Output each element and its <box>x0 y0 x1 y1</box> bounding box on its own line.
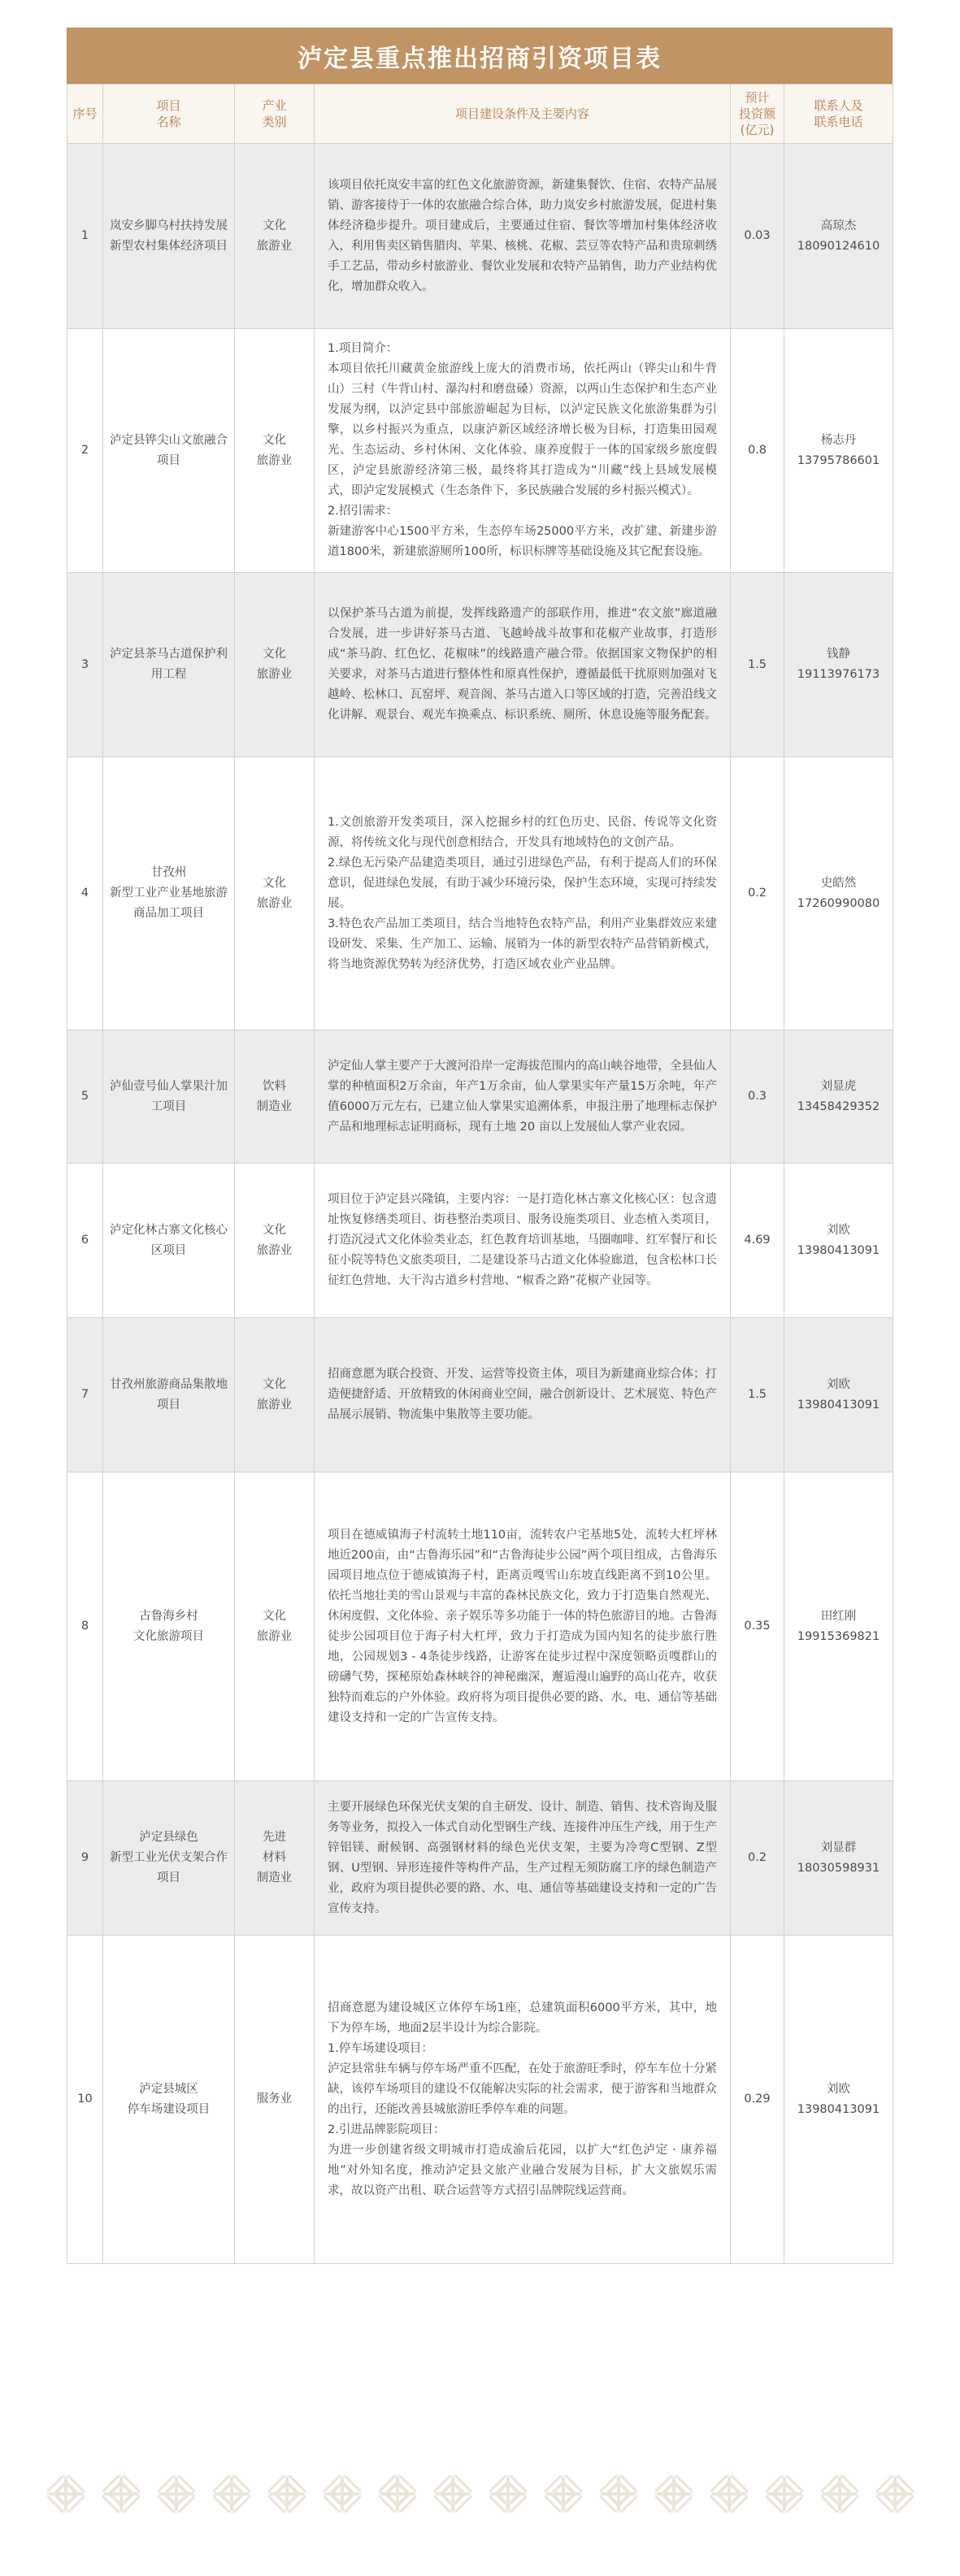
content-paragraph: 2.引进品牌影院项目： <box>328 2123 445 2136</box>
chinese-knot-icon <box>324 2475 361 2513</box>
content-paragraph: 泸定仙人掌主要产于大渡河沿岸一定海拔范围内的高山峡谷地带，全县仙人掌的种植面积2万余亩，年产1万余亩，仙人掌果实年产量15万余吨，年产值6000万元左右，已建立仙人掌果实追溯体系，申报注册了地理标志保护产品和地理标志证明商标，现有土地 20 亩以上发展仙人掌产业农园。 <box>328 1059 717 1134</box>
chinese-knot-icon <box>158 2475 195 2513</box>
content-paragraph: 主要开展绿色环保光伏支架的自主研发、设计、制造、销售、技术咨询及服务等业务，拟投入一体式自动化型钢生产线、连接件冲压生产线，用于生产锌铝镁、耐候钢、高强钢材料的绿色光伏支架，主要为冷弯C型钢、Z型钢、U型钢、异形连接件等构件产品，生产过程无须防腐工序的绿色制造产业，政府为项目提供必要的路、水、电、通信等基础建设支持和一定的广告宣传支持。 <box>328 1800 717 1915</box>
investment-amount: 1.5 <box>731 1318 784 1472</box>
project-name: 泸定县铧尖山文旅融合项目 <box>103 329 235 573</box>
contact-info: 刘欧 13980413091 <box>784 1936 893 2264</box>
industry-category: 文化 旅游业 <box>235 1472 315 1781</box>
industry-category: 文化 旅游业 <box>235 144 315 329</box>
table-row <box>67 757 893 1030</box>
project-name: 泸定县城区 停车场建设项目 <box>103 1936 235 2264</box>
table-row <box>67 1164 893 1318</box>
investment-amount: 0.03 <box>731 144 784 329</box>
industry-category: 文化 旅游业 <box>235 1164 315 1318</box>
table-row <box>67 573 893 757</box>
content-paragraph: 招商意愿为建设城区立体停车场1座，总建筑面积6000平方米，其中，地下为停车场，地面2层半设计为综合影院。 <box>328 2001 717 2035</box>
chinese-knot-icon <box>489 2475 527 2513</box>
table-row <box>67 1936 893 2264</box>
project-name: 甘孜州旅游商品集散地项目 <box>103 1318 235 1472</box>
content-paragraph: 1.文创旅游开发类项目，深入挖掘乡村的红色历史、民俗、传说等文化资源，将传统文化与现代创意相结合，开发具有地域特色的文创产品。 <box>328 815 717 849</box>
content-paragraph: 本项目依托川藏黄金旅游线上庞大的消费市场，依托两山（铧尖山和牛背山）三村（牛背山村、瀑沟村和磨盘磉）资源，以两山生态保护和生态产业发展为纲，以泸定县中部旅游崛起为目标，以泸定民族文化旅游集群为引擎，以乡村振兴为重点，以康泸新区域经济增长极为目标，打造集田园观光、生态运动、乡村休闲、文化体验、康养度假于一体的国家级乡旅度假区，泸定县旅游经济第三极，最终将其打造成为“川藏”线上县域发展模式，即泸定发展模式（生态条件下，多民族融合发展的乡村振兴模式）。 <box>328 362 717 497</box>
chinese-knot-icon <box>766 2475 803 2513</box>
industry-category: 文化 旅游业 <box>235 329 315 573</box>
header-content: 项目建设条件及主要内容 <box>315 85 731 144</box>
contact-info: 刘欧 13980413091 <box>784 1164 893 1318</box>
chinese-knot-icon <box>213 2475 250 2513</box>
row-number: 8 <box>67 1472 103 1781</box>
row-number: 1 <box>67 144 103 329</box>
contact-info: 杨志丹 13795786601 <box>784 329 893 573</box>
project-content <box>315 1030 731 1164</box>
contact-info: 史皓然 17260990080 <box>784 757 893 1030</box>
header-investment: 预计 投资额 (亿元) <box>731 85 784 144</box>
content-paragraph: 项目在德威镇海子村流转土地110亩，流转农户宅基地5处，流转大杠坪林地近200亩，由“古鲁海乐园”和“古鲁海徒步公园”两个项目组成，古鲁海乐园项目地点位于德威镇海子村，距离贡嘎雪山东坡直线距离不到10公里。依托当地壮美的雪山景观与丰富的森林民族文化，致力于打造集自然观光、休闲度假、文化体验、亲子娱乐等多功能于一体的特色旅游目的地。古鲁海徒步公园项目位于海子村大杠坪，致力于打造成为国内知名的徒步旅行胜地，公园规划3 - 4条徒步线路，让游客在徒步过程中深度领略贡嘎群山的磅礴气势，探秘原始森林峡谷的神秘幽深，邂逅漫山遍野的高山花卉，收获独特而难忘的户外体验。政府将为项目提供必要的路、水、电、通信等基础建设支持和一定的广告宣传支持。 <box>328 1528 717 1724</box>
row-number: 10 <box>67 1936 103 2264</box>
content-paragraph: 新建游客中心1500平方米，生态停车场25000平方米，改扩建、新建步游道1800米，新建旅游厕所100所，标识标牌等基础设施及其它配套设施。 <box>328 525 717 558</box>
chinese-knot-icon <box>876 2475 914 2513</box>
industry-category: 文化 旅游业 <box>235 1318 315 1472</box>
chinese-knot-icon <box>600 2475 637 2513</box>
row-number: 7 <box>67 1318 103 1472</box>
content-paragraph: 为进一步创建省级文明城市打造成渝后花园，以扩大“红色泸定 · 康养福地”对外知名度，推动泸定县文旅产业融合发展为目标，扩大文旅娱乐需求，故以资产出租、联合运营等方式招引品牌院线运营商。 <box>328 2143 717 2197</box>
project-content <box>315 757 731 1030</box>
project-name: 泸定化林古寨文化核心区项目 <box>103 1164 235 1318</box>
table-row <box>67 329 893 573</box>
investment-amount: 0.29 <box>731 1936 784 2264</box>
table-row <box>67 1318 893 1472</box>
table-row <box>67 1781 893 1936</box>
investment-amount: 0.2 <box>731 1781 784 1936</box>
table-row <box>67 1030 893 1164</box>
header-row <box>67 85 893 144</box>
investment-amount: 0.35 <box>731 1472 784 1781</box>
project-name: 岚安乡脚乌村扶持发展新型农村集体经济项目 <box>103 144 235 329</box>
contact-info: 钱静 19113976173 <box>784 573 893 757</box>
content-paragraph: 项目位于泸定县兴隆镇，主要内容：一是打造化林古寨文化核心区：包含遗址恢复修缮类项目、街巷整治类项目、服务设施类项目、业态植入类项目，打造沉浸式文化体验类业态，红色教育培训基地，马圈咖啡、红军餐厅和长征小院等特色文旅类项目，二是建设茶马古道文化体验廊道，包含松林口长征红色营地、大干沟古道乡村营地、“椒香之路”花椒产业园等。 <box>328 1193 717 1287</box>
row-number: 3 <box>67 573 103 757</box>
project-name: 古鲁海乡村 文化旅游项目 <box>103 1472 235 1781</box>
investment-amount: 0.3 <box>731 1030 784 1164</box>
row-number: 2 <box>67 329 103 573</box>
chinese-knot-icon <box>545 2475 582 2513</box>
content-paragraph: 招商意愿为联合投资、开发、运营等投资主体，项目为新建商业综合体；打造便捷舒适、开放精致的休闲商业空间，融合创新设计、艺术展览、特色产品展示展销、物流集中集散等主要功能。 <box>328 1368 717 1421</box>
industry-category: 文化 旅游业 <box>235 573 315 757</box>
header-contact: 联系人及 联系电话 <box>784 85 893 144</box>
content-paragraph: 1.停车场建设项目： <box>328 2041 433 2055</box>
content-paragraph: 以保护茶马古道为前提，发挥线路遗产的部联作用，推进“农文旅”廊道融合发展，进一步讲好茶马古道、飞越岭战斗故事和花椒产业故事，打造形成“茶马韵、红色忆、花椒味”的线路遗产融合带。依据国家文物保护的相关要求，对茶马古道进行整体性和原真性保护，遵循最低干扰原则加强对飞越岭、松林口、瓦窑坪、观音阁、茶马古道入口等区域的打造，完善沿线文化讲解、观景台、观光车换乘点、标识系统、厕所、休息设施等服务配套。 <box>328 607 717 722</box>
chinese-knot-icon <box>710 2475 748 2513</box>
table-row <box>67 144 893 329</box>
table-title: 泸定县重点推出招商引资项目表 <box>67 28 893 84</box>
row-number: 4 <box>67 757 103 1030</box>
project-content <box>315 573 731 757</box>
row-number: 6 <box>67 1164 103 1318</box>
industry-category: 服务业 <box>235 1936 315 2264</box>
content-paragraph: 该项目依托岚安丰富的红色文化旅游资源，新建集餐饮、住宿、农特产品展销、游客接待于一体的农旅融合综合体，助力岚安乡村旅游发展，促进村集体经济稳步提升。项目建成后，主要通过住宿、餐饮等增加村集体经济收入，利用售卖区销售腊肉、苹果、核桃、花椒、芸豆等农特产品和贵琼刺绣手工艺品，带动乡村旅游业、餐饮业发展和农特产品销售，助力产业结构优化，增加群众收入。 <box>328 178 717 293</box>
chinese-knot-icon <box>268 2475 306 2513</box>
contact-info: 高琼杰 18090124610 <box>784 144 893 329</box>
investment-amount: 4.69 <box>731 1164 784 1318</box>
footer-pattern <box>0 2457 960 2530</box>
chinese-knot-icon <box>655 2475 693 2513</box>
industry-category: 饮料 制造业 <box>235 1030 315 1164</box>
project-content <box>315 1318 731 1472</box>
project-content <box>315 1936 731 2264</box>
chinese-knot-icon <box>434 2475 471 2513</box>
content-paragraph: 1.项目简介： <box>328 342 398 355</box>
contact-info: 刘显虎 13458429352 <box>784 1030 893 1164</box>
chinese-knot-icon <box>102 2475 140 2513</box>
row-number: 5 <box>67 1030 103 1164</box>
contact-info: 刘欧 13980413091 <box>784 1318 893 1472</box>
project-name: 泸定县茶马古道保护利用工程 <box>103 573 235 757</box>
industry-category: 文化 旅游业 <box>235 757 315 1030</box>
content-paragraph: 2.招引需求： <box>328 505 398 518</box>
contact-info: 刘显群 18030598931 <box>784 1781 893 1936</box>
investment-amount: 0.2 <box>731 757 784 1030</box>
investment-amount: 1.5 <box>731 573 784 757</box>
contact-info: 田红刚 19915369821 <box>784 1472 893 1781</box>
project-name: 泸仙壹号仙人掌果汁加工项目 <box>103 1030 235 1164</box>
row-number: 9 <box>67 1781 103 1936</box>
project-name: 甘孜州 新型工业产业基地旅游商品加工项目 <box>103 757 235 1030</box>
project-content <box>315 1472 731 1781</box>
header-category: 产业 类别 <box>235 85 315 144</box>
project-content <box>315 144 731 329</box>
projects-table <box>67 84 893 2264</box>
investment-amount: 0.8 <box>731 329 784 573</box>
header-no: 序号 <box>67 85 103 144</box>
chinese-knot-icon <box>379 2475 416 2513</box>
content-paragraph: 泸定县常驻车辆与停车场严重不匹配，在处于旅游旺季时，停车车位十分紧缺，该停车场项目的建设不仅能解决实际的社会需求，便于游客和当地群众的出行，还能改善县城旅游旺季停车难的问题。 <box>328 2062 717 2116</box>
project-content <box>315 1781 731 1936</box>
chinese-knot-icon <box>821 2475 858 2513</box>
industry-category: 先进 材料 制造业 <box>235 1781 315 1936</box>
chinese-knot-icon <box>47 2475 85 2513</box>
header-name: 项目 名称 <box>103 85 235 144</box>
project-content <box>315 1164 731 1318</box>
page-container <box>67 28 893 2264</box>
project-content <box>315 329 731 573</box>
project-name: 泸定县绿色 新型工业光伏支架合作项目 <box>103 1781 235 1936</box>
content-paragraph: 3.特色农产品加工类项目，结合当地特色农特产品，利用产业集群效应来建设研发、采集、生产加工、运输、展销为一体的新型农特产品营销新模式，将当地资源优势转为经济优势，打造区域农业产业品牌。 <box>328 917 717 971</box>
table-row <box>67 1472 893 1781</box>
content-paragraph: 2.绿色无污染产品建造类项目，通过引进绿色产品，有利于提高人们的环保意识，促进绿色发展，有助于减少环境污染，保护生态环境，实现可持续发展。 <box>328 856 717 910</box>
